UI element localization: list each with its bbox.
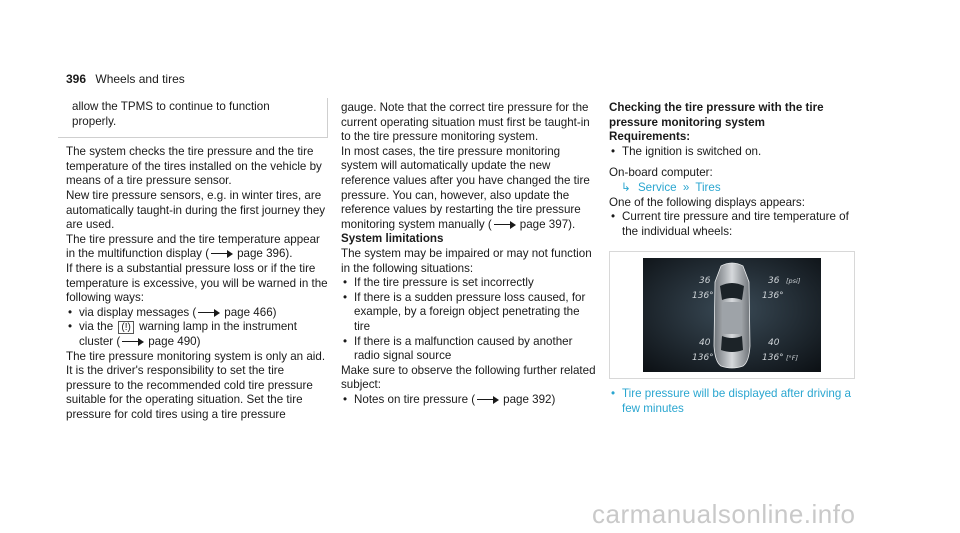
car-top-view-icon	[714, 263, 750, 368]
display-note-list	[609, 387, 865, 416]
rear-right-temperature: 136°	[762, 353, 784, 364]
menu-service[interactable]: Service	[637, 180, 677, 194]
paragraph: gauge. Note that the correct tire pressure for the current operating situation must first be taught-in to the tire pressure monitoring system.	[341, 101, 590, 144]
related-list	[341, 393, 597, 408]
column-1	[66, 98, 328, 422]
section-heading: Checking the tire pressure with the tire pressure monitoring system	[609, 101, 824, 129]
box-text: allow the TPMS to continue to function properly.	[72, 100, 270, 128]
paragraph: Make sure to observe the following further related subject:	[341, 363, 596, 392]
page-ref-arrow-icon	[198, 309, 220, 317]
list-item: • If there is a malfunction caused by another radio signal source	[341, 335, 597, 364]
list-item: • If there is a sudden pressure loss caused, for example, by a foreign object penetrating the tire	[341, 291, 597, 335]
paragraph: The tire pressure monitoring system is only an aid. It is the driver's responsibility to set the tire pressure to the recommended cold tire pressure suitable for the operating situation. Set the tire pressure for cold tires using a tire pressure	[66, 349, 326, 421]
column-3	[609, 101, 865, 417]
paragraph: In most cases, the tire pressure monitoring system will automatically update the new reference values after you have changed the tire pressure. You can, however, also update the reference values by restarting the tire pressure monitoring system manually ( page 397).	[341, 144, 590, 231]
page-ref-link[interactable]: page 397).	[519, 217, 576, 231]
menu-tires[interactable]: Tires	[695, 180, 721, 194]
section-title: Wheels and tires	[95, 72, 185, 86]
watermark-text: carmanualsonline.info	[592, 499, 856, 529]
front-left-pressure: 36	[699, 276, 711, 287]
limitations-list	[341, 276, 597, 364]
page-ref-arrow-icon	[494, 221, 516, 229]
page-ref-link[interactable]: page 490)	[148, 334, 201, 348]
return-arrow-icon: ↳	[621, 180, 631, 194]
page-ref-arrow-icon	[122, 338, 144, 346]
list-item: • Notes on tire pressure ( page 392)	[341, 393, 597, 408]
front-right-pressure: 36	[768, 276, 780, 287]
paragraph: The tire pressure and the tire temperature appear in the multifunction display ( page 396).	[66, 232, 320, 261]
paragraph: The system may be impaired or may not function in the following situations:	[341, 246, 592, 275]
list-item: • The ignition is switched on.	[609, 145, 865, 160]
tire-display-screen	[643, 258, 821, 372]
requirements-list	[609, 145, 865, 160]
list-item: • Tire pressure will be displayed after driving a few minutes	[609, 387, 865, 416]
list-item: • Current tire pressure and tire temperature of the individual wheels:	[609, 210, 865, 239]
paragraph: The system checks the tire pressure and the tire temperature of the tires installed on the vehicle by means of a tire pressure sensor.	[66, 145, 322, 188]
list-item: • via the (!) warning lamp in the instrument cluster ( page 490)	[66, 320, 328, 349]
warning-list	[66, 306, 328, 350]
paragraph: One of the following displays appears:	[609, 195, 805, 209]
page-ref-arrow-icon	[477, 396, 499, 404]
page-ref-link[interactable]: page 392)	[503, 392, 556, 406]
page-header	[66, 72, 185, 87]
paragraph: New tire pressure sensors, e.g. in winter tires, are automatically taught-in during the first journey they are used.	[66, 188, 326, 232]
onboard-computer-label: On-board computer:	[609, 166, 713, 180]
continued-note-box	[58, 98, 328, 138]
requirements-label: Requirements:	[609, 130, 691, 144]
page-number: 396	[66, 72, 87, 86]
page-ref-link[interactable]: page 396).	[237, 247, 293, 261]
section-heading: System limitations	[341, 232, 444, 246]
pressure-unit: [psi]	[786, 277, 801, 286]
displays-list	[609, 210, 865, 239]
column-2	[341, 101, 597, 407]
tire-pressure-display-figure	[609, 251, 855, 379]
page-ref-link[interactable]: page 466)	[224, 305, 277, 319]
front-left-temperature: 136°	[692, 291, 714, 302]
list-item: • via display messages ( page 466)	[66, 306, 328, 321]
front-right-temperature: 136°	[762, 291, 784, 302]
rear-right-pressure: 40	[768, 338, 780, 349]
rear-left-temperature: 136°	[692, 353, 714, 364]
temperature-unit: [°F]	[786, 354, 799, 363]
page-ref-arrow-icon	[211, 250, 233, 258]
paragraph: If there is a substantial pressure loss or if the tire temperature is excessive, you will be warned in the following ways:	[66, 261, 328, 305]
list-item: • If the tire pressure is set incorrectly	[341, 276, 597, 291]
menu-separator-icon: »	[682, 180, 690, 194]
tire-pressure-warning-lamp-icon: (!)	[118, 321, 133, 334]
menu-path	[609, 181, 865, 196]
rear-left-pressure: 40	[699, 338, 711, 349]
